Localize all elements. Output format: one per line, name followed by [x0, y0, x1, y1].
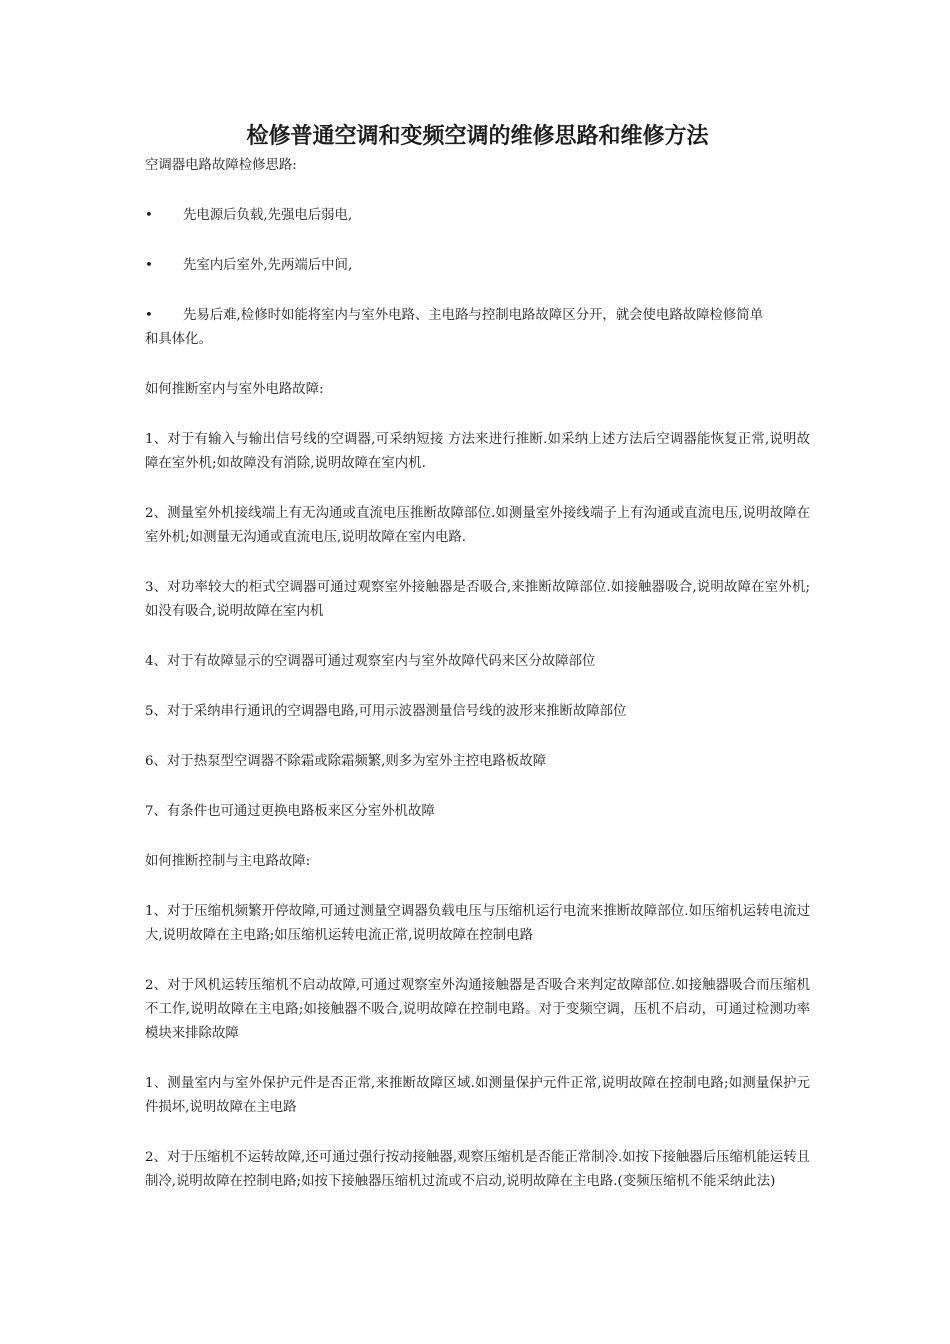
bullet-text: 先室内后室外,先两端后中间,	[183, 258, 353, 273]
bullet-item-1	[145, 204, 810, 228]
bullet-item-2	[145, 254, 810, 278]
section-heading-indoor-outdoor: 如何推断室内与室外电路故障:	[145, 382, 324, 397]
bullet-text: 先电源后负载,先强电后弱电,	[183, 208, 353, 223]
document-page	[145, 120, 810, 1194]
bullet-marker: •	[145, 258, 153, 273]
intro-text: 空调器电路故障检修思路:	[145, 158, 297, 173]
bullet-marker: •	[145, 308, 153, 323]
section-heading-control-main: 如何推断控制与主电路故障:	[145, 854, 311, 869]
section2-item-2: 2、对于风机运转压缩机不启动故障,可通过观察室外沟通接触器是否吸合来判定故障部位.如接触器吸合而压缩机不工作,说明故障在主电路;如接触器不吸合,说明故障在控制电路。对于变频空调，压机不启动，可通过检测功率模块来排除故障	[145, 978, 810, 1041]
bullet-item-3	[145, 304, 810, 352]
section1-item-7: 7、有条件也可通过更换电路板来区分室外机故障	[145, 804, 435, 819]
section1-item-2: 2、测量室外机接线端上有无沟通或直流电压推断故障部位.如测量室外接线端子上有沟通或直流电压,说明故障在室外机;如测量无沟通或直流电压,说明故障在室内电路.	[145, 506, 810, 545]
section1-item-1: 1、对于有输入与输出信号线的空调器,可采纳短接 方法来进行推断.如采纳上述方法后空调器能恢复正常,说明故障在室外机;如故障没有消除,说明故障在室内机.	[145, 432, 810, 471]
section2-item-3: 1、测量室内与室外保护元件是否正常,来推断故障区域.如测量保护元件正常,说明故障在控制电路;如测量保护元件损坏,说明故障在主电路	[145, 1076, 811, 1115]
bullet-marker: •	[145, 208, 153, 223]
section1-item-6: 6、对于热泵型空调器不除霜或除霜频繁,则多为室外主控电路板故障	[145, 754, 547, 769]
document-title: 检修普通空调和变频空调的维修思路和维修方法	[246, 123, 709, 149]
section1-item-3: 3、对功率较大的柜式空调器可通过观察室外接触器是否吸合,来推断故障部位.如接触器吸合,说明故障在室外机;如没有吸合,说明故障在室内机	[145, 580, 811, 619]
section1-item-4: 4、对于有故障显示的空调器可通过观察室内与室外故障代码来区分故障部位	[145, 654, 596, 669]
section2-item-4: 2、对于压缩机不运转故障,还可通过强行按动接触器,观察压缩机是否能正常制冷.如按下接触器后压缩机能运转且制冷,说明故障在控制电路;如按下接触器压缩机过流或不启动,说明故障在主电路.(变频压缩机不能采纳此法)	[145, 1150, 810, 1189]
bullet-text-continuation: 和具体化。	[145, 332, 212, 347]
section2-item-1: 1、对于压缩机频繁开停故障,可通过测量空调器负载电压与压缩机运行电流来推断故障部位.如压缩机运转电流过大,说明故障在主电路;如压缩机运转电流正常,说明故障在控制电路	[145, 904, 810, 943]
bullet-text: 先易后难,检修时如能将室内与室外电路、主电路与控制电路故障区分开，就会使电路故障检修简单	[183, 308, 764, 323]
section1-item-5: 5、对于采纳串行通讯的空调器电路,可用示波器测量信号线的波形来推断故障部位	[145, 704, 627, 719]
